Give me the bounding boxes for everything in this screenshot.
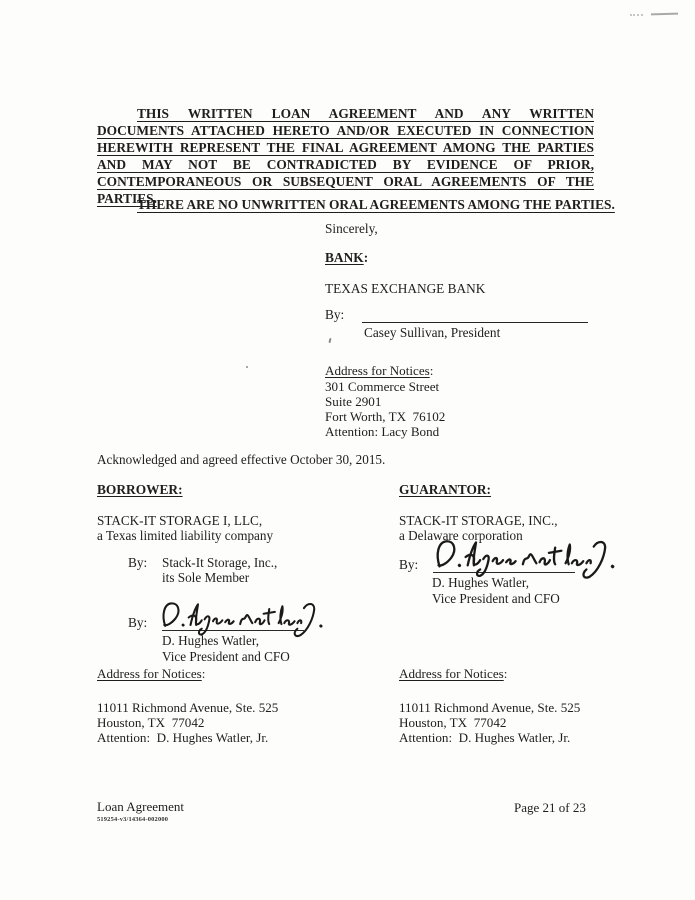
borrower-entity-type: a Texas limited liability company — [97, 528, 274, 543]
bank-heading-text: BANK — [325, 250, 364, 265]
guarantor-address-line: Attention: D. Hughes Watler, Jr. — [399, 729, 571, 745]
borrower-column — [97, 482, 397, 664]
bank-address-heading-text: Address for Notices — [325, 363, 430, 378]
scan-speck — [246, 366, 248, 368]
guarantor-address-line: 11011 Richmond Avenue, Ste. 525 — [399, 699, 581, 715]
acknowledgment-line: Acknowledged and agreed effective October 30, 2015. — [97, 452, 386, 467]
scan-artifact-dots — [630, 14, 643, 16]
guarantor-by-label: By: — [399, 557, 419, 572]
guarantor-company: STACK-IT STORAGE, INC., — [399, 513, 558, 528]
bank-address-line: Suite 2901 — [325, 393, 382, 409]
bank-signature-line — [362, 306, 588, 323]
guarantor-handwritten-signature — [430, 532, 622, 582]
bank-address-line: Attention: Lacy Bond — [325, 423, 440, 439]
borrower-signer-name: D. Hughes Watler, — [162, 633, 260, 648]
final-agreement-notice: THIS WRITTEN LOAN AGREEMENT AND ANY WRITTEN DOCUMENTS ATTACHED HERETO AND/OR EXECUTED IN CONNECTION HEREWITH REPRESENT THE FINAL AGREEMENT AMONG THE PARTIES AND MAY NOT BE CONTRADICTED BY EVIDENCE OF PRIOR, CONTEMPORANEOUS OR SUBSEQUENT ORAL AGREEMENTS OF THE PARTIES. — [97, 106, 594, 206]
guarantor-address-heading — [399, 667, 580, 682]
guarantor-signature-row — [399, 547, 695, 573]
borrower-address-line: 11011 Richmond Avenue, Ste. 525 — [97, 699, 279, 715]
bank-signer-name: Casey Sullivan, President — [364, 325, 501, 340]
no-oral-agreements-line: THERE ARE NO UNWRITTEN ORAL AGREEMENTS AMONG THE PARTIES. — [137, 197, 615, 212]
footer-doc-title: Loan Agreement — [97, 799, 184, 814]
bank-address-line: 301 Commerce Street — [325, 378, 440, 394]
scan-speck-comma — [328, 338, 331, 343]
bank-heading — [325, 250, 368, 266]
borrower-member-role: its Sole Member — [162, 570, 250, 585]
spacer — [97, 682, 278, 700]
borrower-company: STACK-IT STORAGE I, LLC, — [97, 513, 263, 528]
bank-address-heading-colon: : — [429, 363, 434, 378]
guarantor-entity-type: a Delaware corporation — [399, 528, 523, 543]
guarantor-heading: GUARANTOR: — [399, 482, 492, 497]
spacer — [399, 682, 580, 700]
borrower-handwritten-signature — [159, 595, 327, 640]
guarantor-signature-line — [433, 548, 575, 573]
scan-artifact-dash — [651, 13, 678, 16]
borrower-member — [162, 555, 277, 585]
guarantor-address-heading-colon: : — [503, 666, 508, 681]
bank-by-row — [325, 306, 588, 323]
borrower-address-block — [97, 667, 278, 745]
borrower-signature-line — [162, 606, 304, 631]
borrower-by-label-2: By: — [128, 615, 148, 630]
borrower-address-heading-colon: : — [201, 666, 206, 681]
guarantor-column — [399, 482, 695, 606]
borrower-member-row — [128, 555, 397, 585]
bank-address-block — [325, 364, 445, 439]
borrower-address-line: Houston, TX 77042 — [97, 714, 205, 730]
guarantor-address-line: Houston, TX 77042 — [399, 714, 507, 730]
borrower-address-line: Attention: D. Hughes Watler, Jr. — [97, 729, 269, 745]
bank-by-label: By: — [325, 307, 345, 322]
footer-doc-number: 519254-v3/14364-002000 — [97, 816, 169, 823]
borrower-signature-row — [128, 605, 397, 631]
bank-address-line: Fort Worth, TX 76102 — [325, 408, 446, 424]
borrower-address-heading — [97, 667, 278, 682]
footer-page-number: Page 21 of 23 — [514, 800, 586, 815]
guarantor-signer-name: D. Hughes Watler, — [432, 575, 530, 590]
guarantor-address-block — [399, 667, 580, 745]
bank-heading-colon: : — [363, 250, 369, 265]
borrower-heading: BORROWER: — [97, 482, 183, 497]
bank-company-name: TEXAS EXCHANGE BANK — [325, 281, 486, 296]
borrower-signer-title: Vice President and CFO — [162, 648, 290, 664]
guarantor-signer-title: Vice President and CFO — [432, 590, 560, 606]
borrower-by-label-1: By: — [128, 555, 148, 570]
borrower-address-heading-text: Address for Notices — [97, 666, 202, 681]
closing-sincerely: Sincerely, — [325, 221, 378, 236]
bank-address-heading — [325, 364, 445, 379]
guarantor-address-heading-text: Address for Notices — [399, 666, 504, 681]
borrower-member-name: Stack-It Storage, Inc., — [162, 555, 278, 570]
